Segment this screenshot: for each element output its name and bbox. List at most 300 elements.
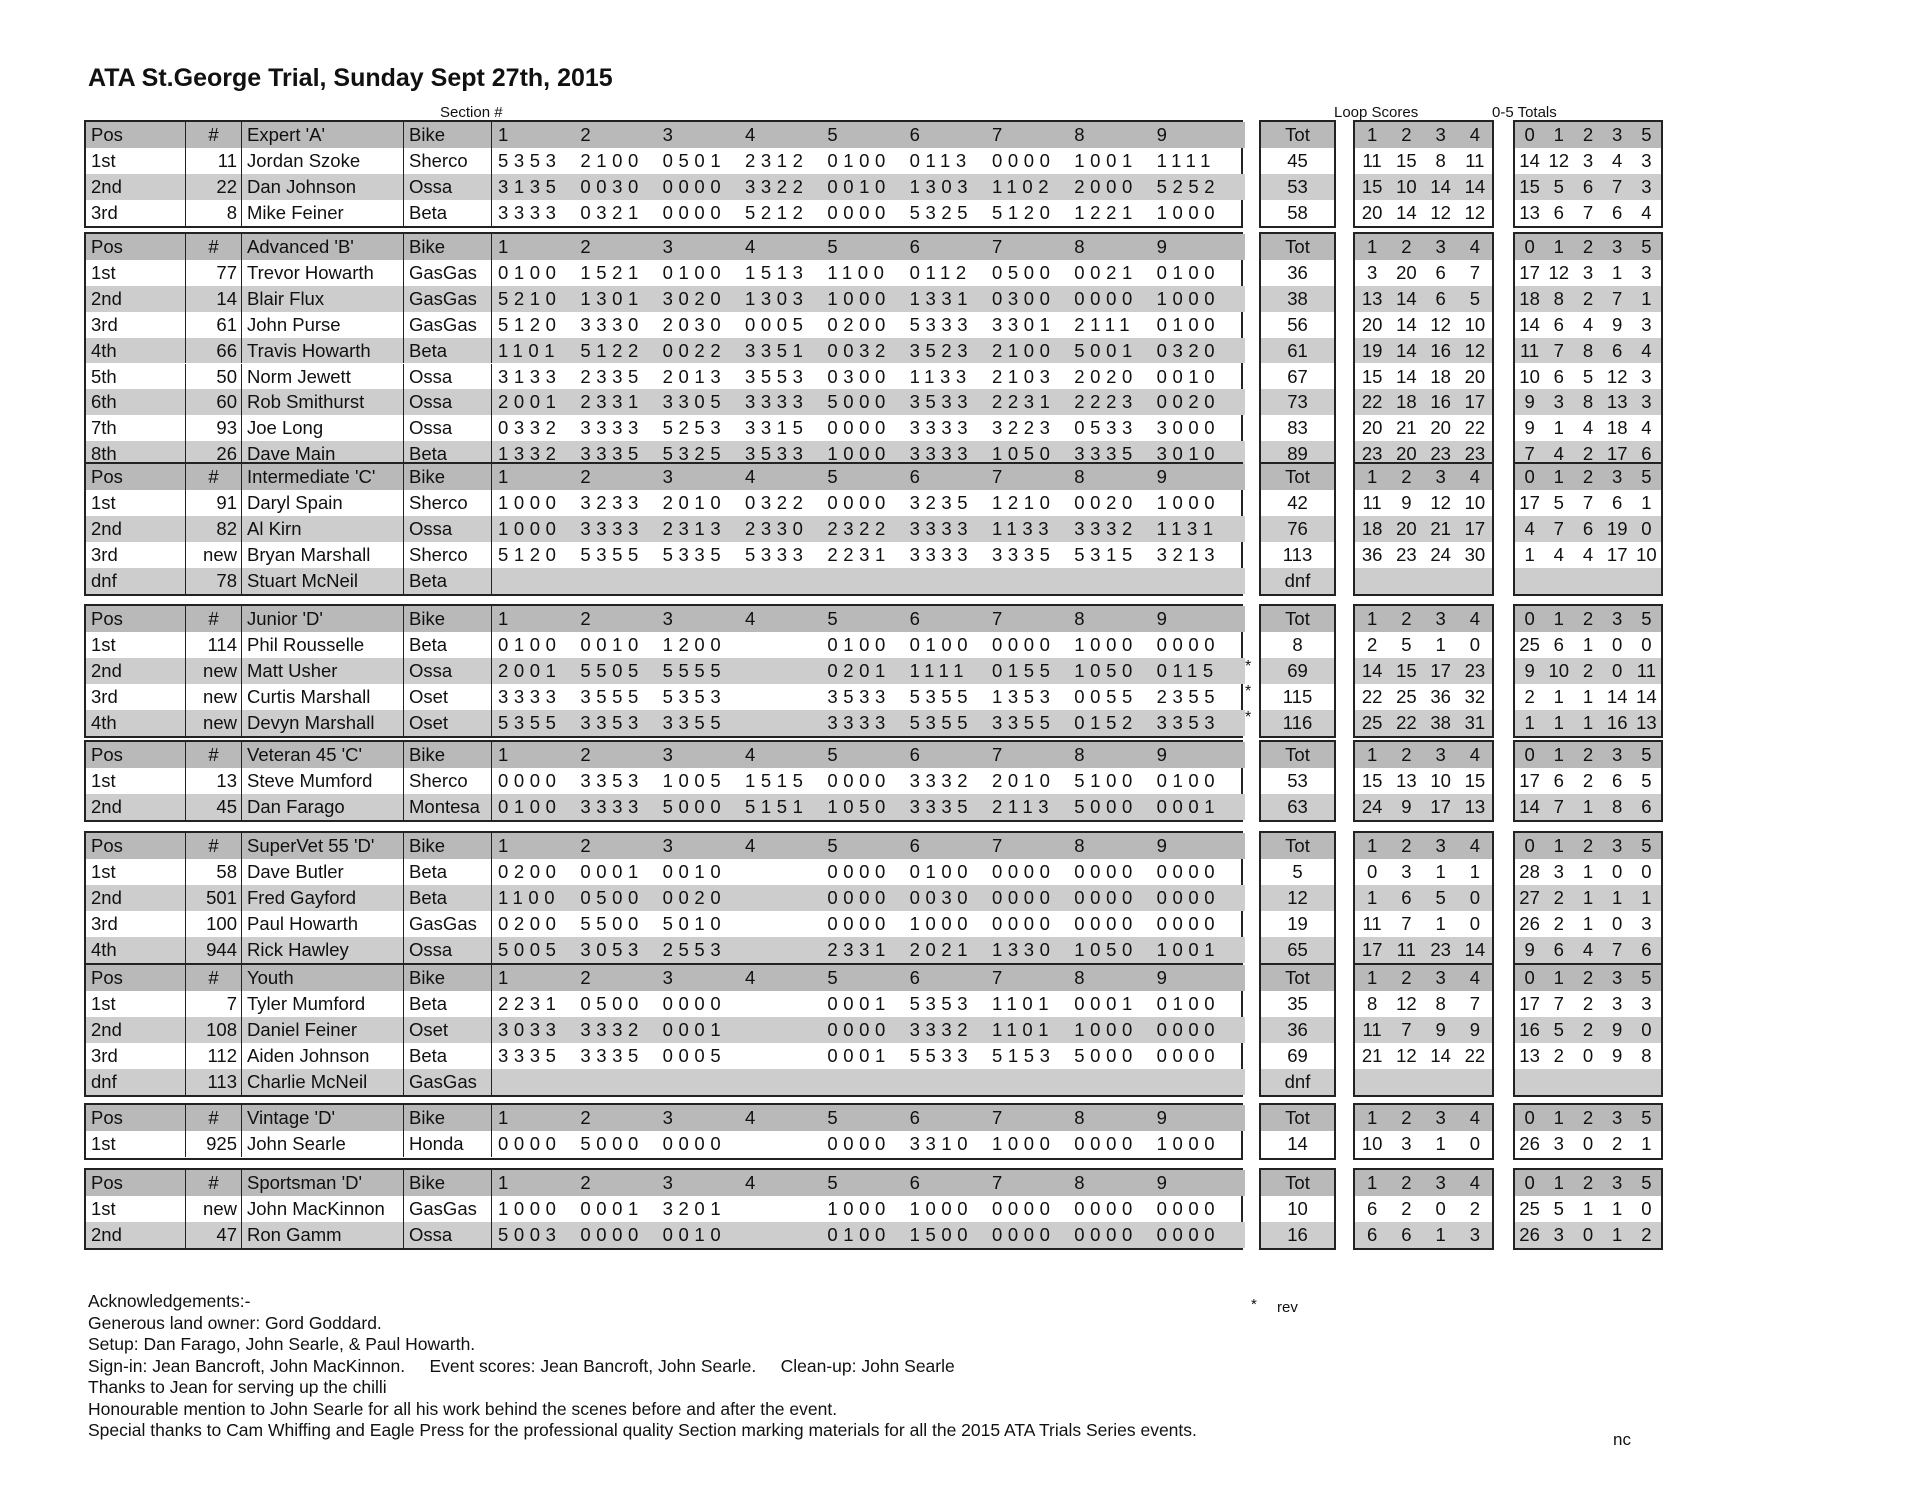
score-count: 4 — [1544, 441, 1573, 467]
zero-five-totals-table — [1513, 1168, 1663, 1250]
section-scores — [492, 516, 1245, 542]
rider-number: 47 — [186, 1222, 242, 1248]
pos-header: Pos — [86, 965, 186, 991]
footer-line: Thanks to Jean for serving up the chilli — [88, 1377, 387, 1397]
section-score: 3322 — [744, 176, 809, 198]
loop-score: 5 — [1458, 286, 1492, 312]
section-number: 1 — [498, 466, 509, 487]
section-number: 8 — [1074, 1172, 1085, 1193]
score-header: 2 — [1573, 965, 1602, 991]
score-count: 3 — [1641, 313, 1652, 335]
rider-name: Rick Hawley — [242, 937, 404, 963]
section-score: 0000 — [827, 1133, 891, 1155]
zero-five-totals-table — [1513, 1103, 1663, 1160]
section-score: 3335 — [580, 1045, 644, 1066]
section-score: 5100 — [1074, 770, 1138, 792]
section-score: 0115 — [1156, 660, 1219, 681]
section-score — [745, 1222, 827, 1248]
score-header: 3 — [1603, 234, 1632, 260]
section-score: 0100 — [909, 861, 974, 882]
section-scores — [492, 389, 1245, 415]
section-score: 1221 — [1074, 202, 1138, 224]
bike-header: Bike — [404, 464, 492, 490]
section-score: 2010 — [662, 492, 727, 513]
score-header: 5 — [1632, 1170, 1661, 1196]
section-score: 0113 — [909, 150, 972, 172]
section-scores — [492, 364, 1245, 390]
rider-number: 58 — [186, 859, 242, 885]
loop-score: 11 — [1389, 937, 1423, 963]
position: 1st — [86, 632, 186, 658]
loop-score: 7 — [1389, 1017, 1423, 1043]
loop-score: 0 — [1469, 634, 1481, 655]
section-scores — [492, 1069, 1245, 1095]
number-header: # — [186, 965, 242, 991]
pos-header: Pos — [86, 234, 186, 260]
section-score: 1111 — [909, 660, 970, 681]
section-score: 0000 — [1156, 1198, 1221, 1220]
score-header: 1 — [1544, 122, 1573, 148]
score-header: 0 — [1515, 742, 1544, 768]
score-count: 3 — [1641, 913, 1652, 934]
section-number: 9 — [1156, 835, 1167, 856]
tot-header: Tot — [1261, 234, 1334, 260]
section-score: 1001 — [1074, 150, 1138, 172]
section-score — [580, 1069, 662, 1095]
loop-score: 8 — [1366, 993, 1378, 1014]
score-count: 6 — [1632, 937, 1661, 963]
section-score: 5000 — [580, 1133, 644, 1155]
section-score: 0021 — [1074, 261, 1138, 283]
rider-name: Paul Howarth — [242, 911, 404, 937]
rider-name: Dan Johnson — [242, 174, 404, 200]
score-header: 0 — [1515, 122, 1544, 148]
section-score — [910, 568, 992, 594]
score-count: 9 — [1515, 658, 1544, 684]
section-score: 0000 — [1074, 861, 1138, 882]
loop-score: 0 — [1469, 913, 1481, 934]
position: 2nd — [86, 658, 186, 684]
position: dnf — [86, 568, 186, 594]
bike-make: GasGas — [404, 260, 492, 286]
position: 1st — [86, 260, 186, 286]
score-count: 10 — [1519, 365, 1540, 387]
section-score: 2322 — [827, 518, 891, 539]
zero-five-totals-table — [1513, 232, 1663, 469]
section-score: 0000 — [662, 993, 727, 1014]
section-number: 4 — [744, 466, 756, 487]
loop-header: 4 — [1458, 606, 1492, 632]
score-header: 5 — [1632, 234, 1661, 260]
section-score: 1101 — [991, 1019, 1055, 1040]
score-count — [1515, 568, 1544, 594]
score-count: 13 — [1603, 389, 1632, 415]
section-score: 0022 — [662, 339, 727, 361]
loop-score: 18 — [1355, 516, 1389, 542]
section-score: 3053 — [580, 939, 644, 960]
section-number: 3 — [662, 608, 673, 629]
loop-score: 8 — [1435, 993, 1446, 1014]
loop-score: 2 — [1401, 1198, 1412, 1220]
loop-score: 7 — [1469, 993, 1481, 1014]
total-table — [1259, 604, 1336, 738]
loop-score: 3 — [1401, 1133, 1412, 1155]
section-number: 5 — [827, 967, 838, 988]
loop-scores-table — [1353, 462, 1494, 596]
position: 4th — [86, 710, 186, 736]
score-count: 2 — [1553, 1045, 1564, 1066]
section-score: 2013 — [662, 365, 727, 387]
score-header: 5 — [1632, 833, 1661, 859]
section-number: 4 — [744, 835, 756, 856]
loop-header: 2 — [1389, 464, 1423, 490]
rider-name: Dave Butler — [242, 859, 404, 885]
position: 3rd — [86, 312, 186, 338]
section-number: 2 — [580, 835, 591, 856]
section-number: 4 — [744, 608, 756, 629]
section-score: 0010 — [662, 1224, 727, 1246]
section-scores — [492, 794, 1245, 820]
position: 2nd — [86, 516, 186, 542]
results-table — [84, 1168, 1243, 1250]
total-score: 83 — [1287, 417, 1308, 439]
bike-make: Ossa — [404, 937, 492, 963]
score-count: 13 — [1519, 202, 1540, 224]
tot-header: Tot — [1261, 965, 1334, 991]
section-score: 2020 — [1074, 365, 1138, 387]
score-header: 2 — [1573, 1105, 1602, 1131]
rider-number: 7 — [186, 991, 242, 1017]
section-numbers-header — [492, 606, 1245, 632]
section-score: 0100 — [1156, 261, 1221, 283]
section-scores — [492, 1043, 1245, 1069]
initials: nc — [1613, 1430, 1631, 1449]
section-score: 0000 — [827, 913, 891, 934]
section-score: 1000 — [827, 287, 891, 309]
loop-score: 15 — [1389, 658, 1423, 684]
loop-score: 11 — [1362, 492, 1382, 513]
score-count: 0 — [1632, 1017, 1661, 1043]
score-count: 4 — [1641, 202, 1652, 224]
section-scores — [492, 885, 1245, 911]
loop-score: 14 — [1396, 202, 1417, 224]
total-score: 16 — [1261, 1222, 1334, 1248]
loop-scores-label: Loop Scores — [1334, 104, 1419, 121]
section-scores — [492, 286, 1245, 312]
section-score: 0000 — [991, 150, 1056, 172]
section-score: 5355 — [498, 712, 562, 733]
rider-name: Curtis Marshall — [242, 684, 404, 710]
loop-header: 4 — [1458, 965, 1492, 991]
score-header: 0 — [1515, 1105, 1544, 1131]
loop-header: 3 — [1424, 122, 1458, 148]
position: 5th — [86, 364, 186, 390]
section-number: 9 — [1156, 744, 1167, 765]
rider-name: Daniel Feiner — [242, 1017, 404, 1043]
score-count: 17 — [1519, 492, 1540, 513]
zero-five-totals-table — [1513, 963, 1663, 1097]
revision-marker: * — [1245, 709, 1252, 727]
section-score: 5153 — [991, 1045, 1056, 1066]
section-score: 3553 — [744, 365, 809, 387]
section-score: 1331 — [909, 287, 974, 309]
loop-score: 12 — [1430, 492, 1451, 513]
loop-score: 10 — [1464, 313, 1486, 335]
pos-header: Pos — [86, 742, 186, 768]
score-count: 8 — [1603, 794, 1632, 820]
section-score: 1100 — [827, 261, 890, 283]
rider-number: 93 — [186, 415, 242, 441]
bike-make: Ossa — [404, 174, 492, 200]
rider-name: John Searle — [242, 1131, 404, 1157]
section-scores — [492, 260, 1245, 286]
score-header: 1 — [1544, 1170, 1573, 1196]
section-score: 1000 — [827, 443, 891, 465]
score-count: 0 — [1612, 913, 1623, 934]
loop-header: 2 — [1389, 833, 1423, 859]
score-count: 4 — [1582, 417, 1594, 439]
bike-make: Honda — [404, 1131, 492, 1157]
score-header: 5 — [1632, 965, 1661, 991]
loop-header: 2 — [1389, 1170, 1423, 1196]
section-number: 1 — [498, 1107, 509, 1128]
total-table — [1259, 1168, 1336, 1250]
score-header: 3 — [1603, 833, 1632, 859]
rider-name: Tyler Mumford — [242, 991, 404, 1017]
total-score: 113 — [1282, 544, 1313, 565]
loop-score: 11 — [1355, 1017, 1389, 1043]
section-score: 1000 — [498, 518, 562, 539]
loop-score — [1389, 568, 1423, 594]
score-header: 5 — [1632, 122, 1661, 148]
loop-score: 22 — [1464, 1045, 1486, 1066]
score-count: 6 — [1573, 516, 1602, 542]
score-header: 3 — [1603, 606, 1632, 632]
bike-header: Bike — [404, 742, 492, 768]
section-score: 3333 — [909, 417, 974, 439]
score-count: 4 — [1612, 150, 1623, 172]
section-score: 0010 — [580, 634, 644, 655]
position: 3rd — [86, 1043, 186, 1069]
score-count: 8 — [1573, 389, 1602, 415]
section-score — [745, 1017, 827, 1043]
results-table — [84, 232, 1243, 469]
loop-score: 12 — [1458, 338, 1492, 364]
section-number: 7 — [991, 744, 1003, 765]
section-score: 0000 — [827, 887, 891, 908]
section-score: 0000 — [991, 634, 1056, 655]
section-number: 3 — [662, 466, 673, 487]
section-score: 0200 — [498, 913, 562, 934]
section-scores — [492, 768, 1245, 794]
score-count: 17 — [1519, 770, 1540, 792]
section-score: 0000 — [827, 492, 891, 513]
loop-score: 1 — [1435, 1133, 1446, 1155]
section-number: 1 — [498, 608, 509, 629]
score-count: 1 — [1573, 885, 1602, 911]
section-score: 0100 — [827, 1224, 891, 1246]
section-score: 1301 — [580, 287, 644, 309]
section-score: 3351 — [744, 339, 809, 361]
section-score: 0005 — [662, 1045, 727, 1066]
loop-score: 32 — [1464, 686, 1486, 707]
loop-scores-table — [1353, 963, 1494, 1097]
loop-score: 19 — [1355, 338, 1389, 364]
section-score: 3310 — [909, 1133, 974, 1155]
loop-score — [1458, 568, 1492, 594]
rider-number: 61 — [186, 312, 242, 338]
score-count: 17 — [1519, 993, 1540, 1014]
section-number: 4 — [744, 967, 756, 988]
section-number: 2 — [580, 124, 591, 145]
bike-make: GasGas — [404, 1196, 492, 1222]
score-count: 8 — [1573, 338, 1602, 364]
section-number: 9 — [1156, 1172, 1167, 1193]
score-header: 1 — [1544, 606, 1573, 632]
zero-five-totals-table — [1513, 462, 1663, 596]
section-number: 5 — [827, 124, 838, 145]
loop-scores-table — [1353, 1103, 1494, 1160]
section-score: 5000 — [1074, 796, 1138, 818]
section-scores — [492, 658, 1245, 684]
bike-make: Ossa — [404, 415, 492, 441]
score-count: 4 — [1573, 937, 1602, 963]
score-count — [1544, 568, 1573, 594]
rider-name: Rob Smithurst — [242, 389, 404, 415]
score-count: 0 — [1573, 1222, 1602, 1248]
section-score: 1101 — [991, 993, 1055, 1014]
score-count: 1 — [1641, 1133, 1652, 1155]
score-count: 17 — [1606, 544, 1628, 565]
loop-score: 0 — [1469, 1133, 1481, 1155]
section-score: 5355 — [909, 686, 974, 707]
loop-score: 15 — [1396, 150, 1417, 172]
bike-header: Bike — [404, 1170, 492, 1196]
rider-number: 944 — [186, 937, 242, 963]
section-number: 3 — [662, 236, 673, 257]
results-table — [84, 120, 1243, 228]
total-score: 14 — [1287, 1133, 1308, 1155]
score-count: 3 — [1544, 1222, 1573, 1248]
score-count: 2 — [1632, 1222, 1661, 1248]
score-count: 26 — [1519, 1133, 1540, 1155]
section-score — [663, 568, 745, 594]
total-score: 36 — [1261, 1017, 1334, 1043]
score-count: 12 — [1548, 261, 1570, 283]
loop-score: 1 — [1469, 861, 1481, 882]
class-name: Veteran 45 'C' — [242, 742, 404, 768]
position: 3rd — [86, 911, 186, 937]
score-count: 1 — [1612, 261, 1623, 283]
rider-number: 50 — [186, 364, 242, 390]
section-score: 3033 — [498, 1019, 562, 1040]
section-scores — [492, 542, 1245, 568]
section-score: 0001 — [1074, 993, 1138, 1014]
section-number: 6 — [909, 236, 920, 257]
bike-make: GasGas — [404, 286, 492, 312]
section-score: 0000 — [1156, 1019, 1221, 1040]
section-score: 0032 — [827, 339, 891, 361]
section-score: 3533 — [909, 391, 974, 413]
section-score: 0000 — [1074, 913, 1138, 934]
loop-score: 17 — [1355, 937, 1389, 963]
section-number: 2 — [580, 1172, 591, 1193]
total-table — [1259, 831, 1336, 965]
section-score: 3235 — [909, 492, 974, 513]
section-number: 2 — [580, 236, 591, 257]
score-header: 2 — [1573, 742, 1602, 768]
loop-score: 13 — [1458, 794, 1492, 820]
loop-score: 23 — [1355, 441, 1389, 467]
score-count: 1 — [1603, 1222, 1632, 1248]
score-count — [1544, 1069, 1573, 1095]
loop-score: 13 — [1355, 286, 1389, 312]
loop-score: 14 — [1424, 174, 1458, 200]
score-count: 1 — [1632, 885, 1661, 911]
score-header: 5 — [1632, 1105, 1661, 1131]
loop-score: 22 — [1361, 686, 1383, 707]
zero-five-totals-table — [1513, 604, 1663, 738]
section-score: 3000 — [1156, 417, 1221, 439]
section-score: 2223 — [1074, 391, 1138, 413]
loop-score: 10 — [1361, 1133, 1383, 1155]
bike-make: Ossa — [404, 516, 492, 542]
section-score — [910, 1069, 992, 1095]
loop-header: 4 — [1458, 1170, 1492, 1196]
bike-make: Ossa — [404, 1222, 492, 1248]
rider-number: 501 — [186, 885, 242, 911]
score-count: 7 — [1582, 492, 1594, 513]
score-count: 6 — [1553, 313, 1564, 335]
section-score — [745, 991, 827, 1017]
section-score: 0000 — [827, 770, 891, 792]
section-score — [663, 1069, 745, 1095]
score-header: 1 — [1544, 742, 1573, 768]
section-score: 3555 — [580, 686, 644, 707]
loop-score: 31 — [1458, 710, 1492, 736]
section-score: 5353 — [498, 150, 562, 172]
position: 2nd — [86, 1222, 186, 1248]
section-numbers-header — [492, 833, 1245, 859]
section-score: 0001 — [662, 1019, 727, 1040]
section-score — [1074, 568, 1156, 594]
results-table — [84, 963, 1243, 1097]
section-number: 1 — [498, 1172, 509, 1193]
loop-score: 1 — [1435, 634, 1446, 655]
section-score: 5252 — [1156, 176, 1221, 198]
score-count: 5 — [1641, 770, 1652, 792]
section-score: 3301 — [991, 313, 1056, 335]
score-count: 10 — [1544, 658, 1573, 684]
rider-name: Steve Mumford — [242, 768, 404, 794]
loop-header: 3 — [1424, 965, 1458, 991]
section-scores — [492, 710, 1245, 736]
section-score — [745, 684, 827, 710]
section-score: 0500 — [580, 887, 644, 908]
score-header: 3 — [1603, 1170, 1632, 1196]
section-score: 3333 — [580, 417, 644, 439]
class-name: Expert 'A' — [242, 122, 404, 148]
pos-header: Pos — [86, 1105, 186, 1131]
section-score: 1000 — [1074, 1019, 1138, 1040]
section-number: 3 — [662, 835, 673, 856]
loop-score: 25 — [1355, 710, 1389, 736]
section-score: 0200 — [827, 313, 891, 335]
section-number: 3 — [662, 1107, 673, 1128]
loop-header: 1 — [1355, 833, 1389, 859]
bike-make: GasGas — [404, 1069, 492, 1095]
score-count: 1 — [1632, 286, 1661, 312]
